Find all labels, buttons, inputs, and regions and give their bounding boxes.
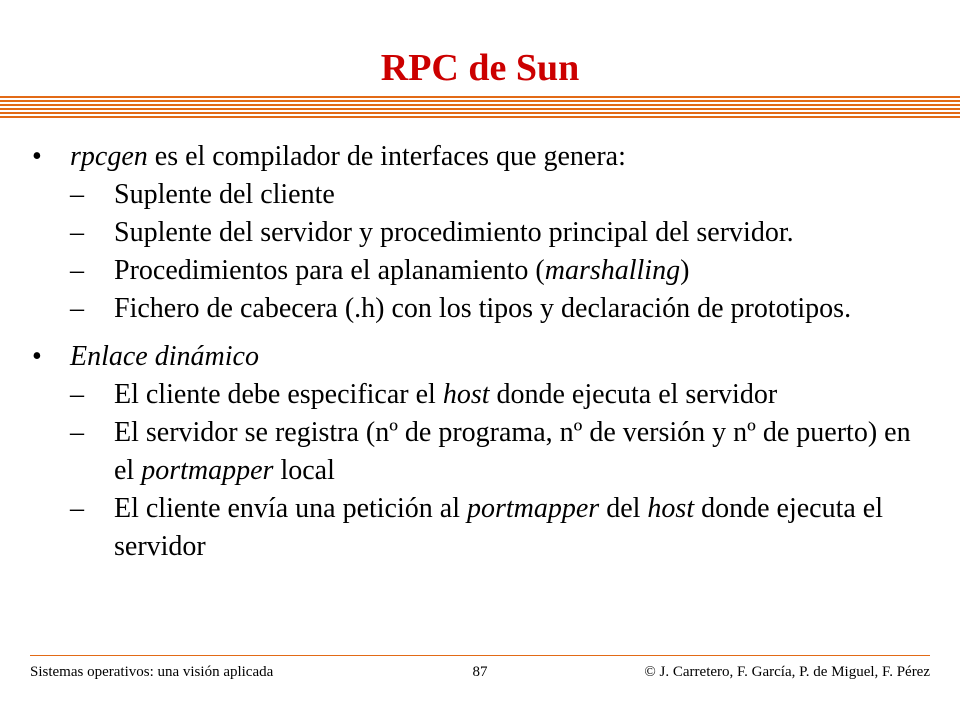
footer-authors: © J. Carretero, F. García, P. de Miguel, F. Pérez <box>644 664 930 680</box>
subitem-text: Suplente del servidor y procedimiento principal del servidor. <box>114 217 794 248</box>
subitem-text: El cliente envía una petición al <box>114 493 467 524</box>
dash-mark: – <box>70 255 84 286</box>
text-host: host <box>442 379 490 410</box>
subitem-text: donde ejecuta el servidor <box>489 379 778 410</box>
subitem-header-file <box>70 290 930 328</box>
subitem-text: local <box>273 455 335 486</box>
dash-mark: – <box>70 179 84 210</box>
dash-mark: – <box>70 493 84 524</box>
dash-mark: – <box>70 417 84 448</box>
subitem-text: Procedimientos para el aplanamiento ( <box>114 255 545 286</box>
footer-book-title: Sistemas operativos: una visión aplicada <box>30 664 274 680</box>
dash-mark: – <box>70 217 84 248</box>
page-number: 87 <box>472 664 488 680</box>
subitem-client-request <box>70 490 930 566</box>
subitem-text: El servidor se registra (nº de programa, nº de versión y nº de puerto) en el <box>114 417 911 486</box>
bullet-dot: • <box>32 341 42 372</box>
bullet-text <box>70 338 930 376</box>
subitem-client-stub <box>70 176 930 214</box>
subitem-text: El cliente debe especificar el <box>114 379 443 410</box>
subitem-text: Suplente del cliente <box>114 179 335 210</box>
subitem-server-registers <box>70 414 930 490</box>
text-portmapper: portmapper <box>466 493 600 524</box>
dash-mark: – <box>70 379 84 410</box>
slide-footer <box>30 660 930 684</box>
bullet-dot: • <box>32 141 42 172</box>
footer-divider <box>30 655 930 656</box>
slide-title: RPC de Sun <box>380 47 580 89</box>
subitem-text: Fichero de cabecera (.h) con los tipos y declaración de prototipos. <box>114 293 852 324</box>
subitem-server-stub <box>70 214 930 252</box>
subitem-marshalling <box>70 252 930 290</box>
bullet-dynamic-binding <box>30 338 930 566</box>
bullet-text <box>70 138 930 176</box>
bullet-rpcgen <box>30 138 930 328</box>
dash-mark: – <box>70 293 84 324</box>
text-enlace-dinamico: Enlace dinámico <box>70 341 259 372</box>
text-segment: es el compilador de interfaces que genera: <box>147 141 626 172</box>
subitem-text: del <box>599 493 648 524</box>
slide-content <box>30 138 930 566</box>
text-rpcgen: rpcgen <box>70 141 148 172</box>
title-divider <box>0 96 960 118</box>
subitem-text: donde ejecuta el servidor <box>114 493 884 562</box>
text-portmapper: portmapper <box>141 455 274 486</box>
subitem-client-host <box>70 376 930 414</box>
subitem-text: ) <box>680 255 690 286</box>
text-host: host <box>647 493 695 524</box>
text-marshalling: marshalling <box>544 255 681 286</box>
